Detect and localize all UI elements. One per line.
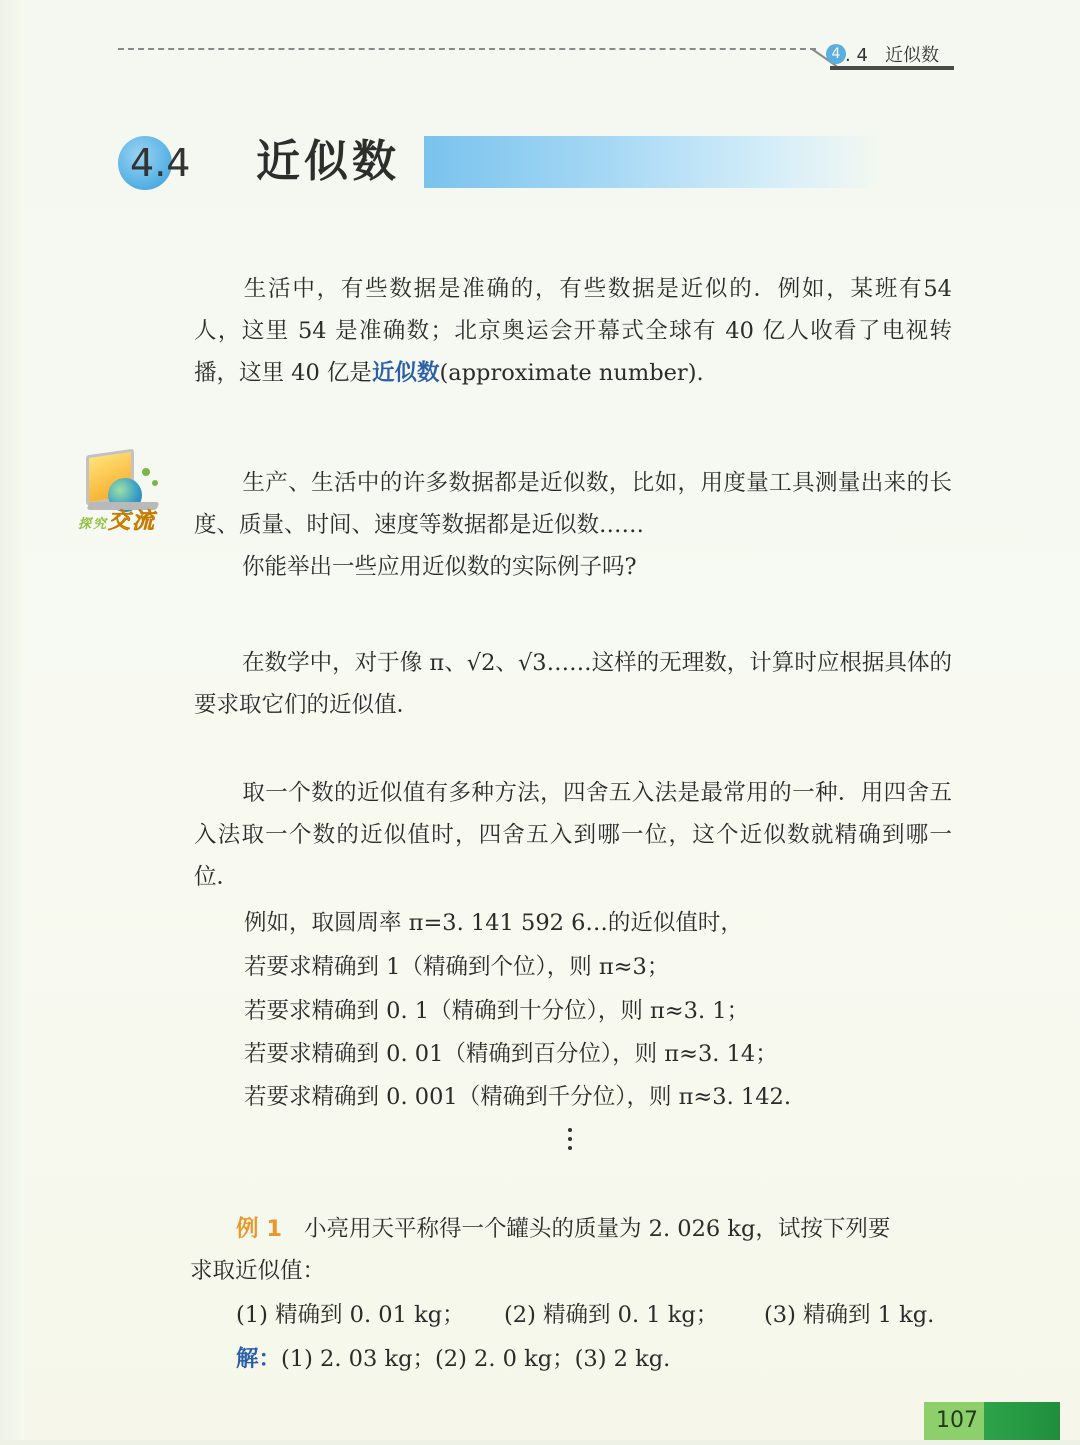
intro-paragraph xyxy=(194,268,952,394)
solution-text: (1) 2. 03 kg；(2) 2. 0 kg；(3) 2 kg. xyxy=(281,1346,671,1372)
page-title: 近似数 xyxy=(256,136,400,187)
page-edge-shadow xyxy=(0,0,24,1445)
rounding-paragraph xyxy=(194,772,952,898)
example-statement xyxy=(236,1208,890,1250)
discussion-question: 你能举出一些应用近似数的实际例子吗? xyxy=(242,554,637,580)
rounding-text: 取一个数的近似值有多种方法，四舍五入法是最常用的一种．用四舍五入法取一个数的近似值时，四舍五入到哪一位，这个近似数就精确到哪一位． xyxy=(194,780,952,890)
title-color-band xyxy=(424,136,884,188)
vertical-ellipsis-icon xyxy=(566,1128,574,1154)
pi-example-line: 例如，取圆周率 π=3. 141 592 6…的近似值时， xyxy=(244,910,743,936)
header-dashed-rule xyxy=(118,48,816,50)
example-parts xyxy=(236,1294,952,1336)
decor-dot xyxy=(152,480,158,486)
header-section-title: . 4 近似数 xyxy=(845,45,940,66)
solution xyxy=(236,1338,670,1380)
title-number-first: 4 xyxy=(130,141,155,185)
term-english: (approximate number). xyxy=(439,360,704,386)
header-section-number: 4 xyxy=(826,44,846,64)
irrational-paragraph xyxy=(194,642,952,726)
pi-precision-line: 若要求精确到 1（精确到个位），则 π≈3； xyxy=(244,954,670,980)
discussion-text: 生产、生活中的许多数据都是近似数，比如，用度量工具测量出来的长度、质量、时间、速度等数据都是近似数…… xyxy=(194,470,952,538)
intro-text: 生活中，有些数据是准确的，有些数据是近似的．例如，某班有54 人，这里 54 是准确数；北京奥运会开幕式全球有 40 亿人收看了电视转播，这里 40 亿是 xyxy=(194,276,952,386)
pi-precision-line: 若要求精确到 0. 01（精确到百分位），则 π≈3. 14； xyxy=(244,1041,778,1067)
pi-precision-line: 若要求精确到 0. 1（精确到十分位），则 π≈3. 1； xyxy=(244,998,750,1024)
section-heading xyxy=(112,132,892,202)
page-bottom-edge xyxy=(0,1440,1080,1445)
running-header xyxy=(118,36,954,76)
pi-precision-line: 若要求精确到 0. 001（精确到千分位），则 π≈3. 142. xyxy=(244,1084,791,1110)
communication-label-text: 交流 xyxy=(108,509,157,534)
example-statement-continued: 求取近似值： xyxy=(190,1258,326,1284)
irrational-text: 在数学中，对于像 π、√2、√3……这样的无理数，计算时应根据具体的要求取它们的近似值． xyxy=(194,650,952,718)
communication-icon xyxy=(78,446,176,542)
explore-label: 探究 xyxy=(78,517,109,532)
decor-dot xyxy=(142,468,150,476)
example-text: 小亮用天平称得一个罐头的质量为 2. 026 kg，试按下列要 xyxy=(304,1216,891,1242)
example-part: (1) 精确到 0. 01 kg； xyxy=(236,1302,465,1328)
title-number xyxy=(130,136,190,190)
example-label: 例 1 xyxy=(236,1216,282,1242)
example-part: (3) 精确到 1 kg. xyxy=(764,1302,935,1328)
communication-label xyxy=(78,504,156,535)
example-part: (2) 精确到 0. 1 kg； xyxy=(504,1302,719,1328)
page-number: 107 xyxy=(936,1408,978,1433)
title-number-rest: .4 xyxy=(154,141,191,185)
solution-label: 解： xyxy=(236,1346,282,1372)
discussion-paragraph xyxy=(194,462,952,588)
term-approximate-number: 近似数 xyxy=(371,360,440,386)
